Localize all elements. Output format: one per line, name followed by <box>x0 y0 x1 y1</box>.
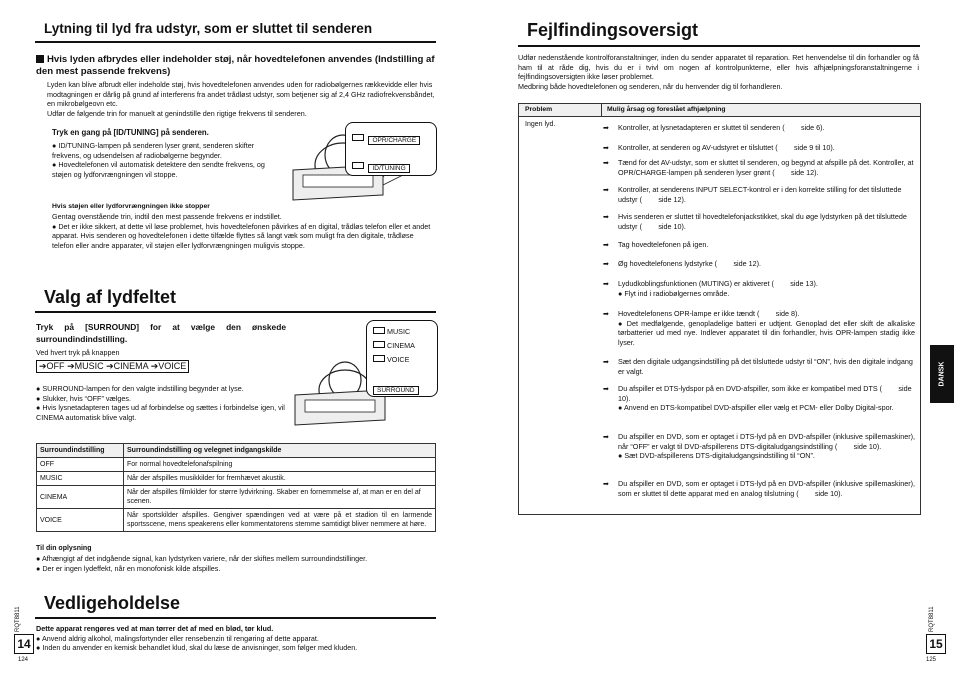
arrow-right-icon: ➡ <box>603 158 610 167</box>
info-title: Til din oplysning <box>36 545 92 552</box>
lamp-icon <box>373 327 385 334</box>
arrow-right-icon: ➔ <box>150 361 159 371</box>
list-item: ➡ Du afspiller en DVD, som er optaget i DTS-lyd på en DVD-afspiller (inklusive spillemaskiner), som er sluttet til dette apparat med en analog tilslutning ( side 10). <box>603 479 915 498</box>
list-item: ➡ Kontroller, at lysnetadapteren er sluttet til senderen ( side 6). <box>603 123 825 132</box>
arrow-right-icon: ➡ <box>603 384 610 393</box>
surround-callout-box <box>366 320 438 397</box>
surround-caption: Ved hvert tryk på knappen <box>36 348 120 357</box>
divider <box>35 617 436 619</box>
problem-no-sound: Ingen lyd. <box>525 121 556 128</box>
subsection-title: Hvis lyden afbrydes eller indeholder støj, når hovedtelefonen anvendes (Indstilling af den mest passende frekvens) <box>36 54 435 77</box>
section-title-lytning: Lytning til lyd fra udstyr, som er sluttet til senderen <box>44 21 373 36</box>
maintenance-text: Dette apparat rengøres ved at man tørrer det af med en blød, tør klud. ● Anvend aldrig alkohol, malingsfortynder eller rensebenzin til rengøring af dette apparat. ● Inden du anvender en kemisk behandlet klud, skal du læse de anvisninger, som følger med kluden. <box>36 624 358 653</box>
list-item: ➡ Sæt den digitale udgangsindstilling på det tilsluttede udstyr til “ON”, hvis den digitale indgang er valgt. <box>603 357 913 376</box>
table-header-row: Surroundindstilling Surroundindstilling og velegnet indgangskilde <box>37 444 436 458</box>
arrow-right-icon: ➡ <box>603 240 610 249</box>
divider <box>518 45 920 47</box>
lamp-icon <box>352 162 364 169</box>
seq-music: MUSIC <box>74 361 104 371</box>
language-side-tab: DANSK <box>930 345 954 403</box>
surround-step-title: Tryk på [SURROUND] for at vælge den ønskede surroundindindstilling. <box>36 322 286 344</box>
page-number-left: 14 <box>14 634 34 654</box>
arrow-right-icon: ➡ <box>603 143 610 152</box>
surround-sequence <box>36 360 189 373</box>
surround-bullets: ● SURROUND-lampen for den valgte indstilling begynder at lyse. ● Slukker, hvis “OFF” vælges. ● Hvis lysnetadapteren tages ud af forbindelse og sættes i forbindelse igen, vil CINEMA automatisk blive valgt. <box>36 384 285 422</box>
list-item: ➡ Du afspiller en DVD, som er optaget i DTS-lyd på en DVD-afspiller (inklusive spillemaskiner), når “OFF” er valgt til DVD-afspillerens DTS-digitaludgangsindstilling ( side 10). ● Sæt DVD-afspillerens DTS-digitaludgangsindstilling til “ON”. <box>603 432 915 461</box>
seq-off: OFF <box>46 361 65 371</box>
seq-cinema: CINEMA <box>113 361 149 371</box>
cinema-label: CINEMA <box>387 341 415 350</box>
table-row: VOICE Når sportskilder afspilles. Gengiver spændingen ved at være på et stadion til en larmende sportsscene, mens speakerens eller kommentatorens stemme samtidigt bliver nemmere at høre. <box>37 509 436 532</box>
intro-text: Lyden kan blive afbrudt eller indeholde støj, hvis hovedtelefonen anvendes uden for radiobølgernes rækkevidde eller hvis modtagningen er dårlig på grund af interferens fra andet trådløst udstyr, som betjener sig af 2,4 GHz radiofrekvensbåndet, en mikrobølgeovn etc. Udfør de følgende trin for manuelt at genindstille den rigtige frekvens til senderen. <box>47 80 435 118</box>
noise-title: Hvis støjen eller lydforvrængningen ikke stopper <box>52 203 210 210</box>
divider <box>35 311 436 313</box>
table-row: OFF For normal hovedtelefonafspilning <box>37 458 436 472</box>
page-title-fejlfinding: Fejlfindingsoversigt <box>527 20 699 40</box>
arrow-right-icon: ➡ <box>603 212 610 221</box>
col-problem: Problem <box>525 106 553 113</box>
small-number-right: 125 <box>926 657 937 663</box>
troubleshoot-intro: Udfør nedenstående kontrolforanstaltninger, inden du sender apparatet til reparation. Ret henvendelse til din forhandler og få ham til at råde dig, hvis du er i tvivl om nogen af kontrolpunkterne, eller hvis afhjælpningsforanstaltningerne i fejlfindingsoversigten ikke løser problemet. Medbring både hovedtelefonen og senderen, når du henvender dig til forhandleren. <box>518 53 919 91</box>
table-row: CINEMA Når der afspilles filmkilder for større lydvirkning. Skaber en fornemmelse af, at man er en del af scenen. <box>37 486 436 509</box>
arrow-right-icon: ➡ <box>603 279 610 288</box>
arrow-right-icon: ➔ <box>39 361 47 371</box>
arrow-right-icon: ➡ <box>603 357 610 366</box>
arrow-right-icon: ➡ <box>603 479 610 488</box>
id-tuning-label: ID/TUNING <box>368 164 409 173</box>
step-title: Tryk en gang på [ID/TUNING] på senderen. <box>52 128 209 137</box>
section-title-valg: Valg af lydfeltet <box>44 287 177 307</box>
noise-text: Gentag ovenstående trin, indtil den mest passende frekvens er indstillet. ● Det er ikke sikkert, at dette vil løse problemet, hvis hovedtelefonen påvirkes af en digital, trådløs telefon eller et andet apparat. Hvis senderen og hovedtelefonen i dette tilfælde flyttes så langt væk som muligt fra den digitale, trådløse telefon eller andre apparater, vil støjen eller lydforvrængningen muligvis stoppe. <box>52 212 431 250</box>
square-bullet-icon <box>36 55 44 63</box>
table-row: MUSIC Når der afspilles musikkilder for fremhævet akustik. <box>37 472 436 486</box>
list-item: ➡ Øg hovedtelefonens lydstyrke ( side 12). <box>603 259 762 268</box>
lamp-icon <box>373 355 385 362</box>
voice-label: VOICE <box>387 355 410 364</box>
list-item: ➡ Hovedtelefonens OPR-lampe er ikke tændt ( side 8). ● Det medfølgende, genopladelige batteri er udtjent. Genoplad det eller skift de alkaliske tørbatterier ud med nye. Indlever apparatet til din forhandler, hvis OPR-lampen stadig ikke lyser. <box>603 309 915 347</box>
list-item: ➡ Hvis senderen er sluttet til hovedtelefonjackstikket, skal du øge lydstyrken på det tilsluttede udstyr ( side 10). <box>603 212 907 231</box>
small-number-left: 124 <box>18 657 29 663</box>
seq-voice: VOICE <box>158 361 187 371</box>
step-bullets: ● ID/TUNING-lampen på senderen lyser grønt, senderen skifter frekvens, og udsendelsen af radiobølgerne begynder. ● Hovedtelefonen vil automatisk detektere den sendte frekvens, og støjen og lydforvrængningen vil stoppe. <box>52 141 265 179</box>
arrow-right-icon: ➡ <box>603 185 610 194</box>
arrow-right-icon: ➡ <box>603 309 610 318</box>
page-number-right: 15 <box>926 634 946 654</box>
arrow-right-icon: ➔ <box>106 361 114 371</box>
list-item: ➡ Kontroller, at senderens INPUT SELECT-kontrol er i den korrekte stilling for det tilsluttede udstyr ( side 12). <box>603 185 902 204</box>
list-item: ➡ Tag hovedtelefonen på igen. <box>603 240 709 249</box>
lamp-icon <box>373 341 385 348</box>
lamp-icon <box>352 134 364 141</box>
arrow-right-icon: ➡ <box>603 432 610 441</box>
doc-code-left: RQT8811 <box>15 606 21 632</box>
divider <box>35 41 436 43</box>
music-label: MUSIC <box>387 327 411 336</box>
list-item: ➡ Kontroller, at senderen og AV-udstyret er tilsluttet ( side 9 til 10). <box>603 143 835 152</box>
list-item: ➡ Lydudkoblingsfunktionen (MUTING) er aktiveret ( side 13). ● Flyt ind i radiobølgernes område. <box>603 279 818 298</box>
arrow-right-icon: ➡ <box>603 259 610 268</box>
arrow-right-icon: ➔ <box>67 361 75 371</box>
col-cause: Mulig årsag og foreslået afhjælpning <box>607 106 726 113</box>
label-callout-box <box>345 122 437 176</box>
list-item: ➡ Du afspiller et DTS-lydspor på en DVD-afspiller, som ikke er kompatibel med DTS ( side 10). ● Anvend en DTS-kompatibel DVD-afspiller eller vælg et PCM- eller Dolby Digital-spor. <box>603 384 912 413</box>
surround-label: SURROUND <box>373 386 419 395</box>
arrow-right-icon: ➡ <box>603 123 610 132</box>
info-bullets: ● Afhængigt af det indgående signal, kan lydstyrken variere, når der skiftes mellem surroundindstillinger. ● Der er ingen lydeffekt, når en monofonisk kilde afspilles. <box>36 554 368 573</box>
doc-code-right: RQT8811 <box>929 606 935 632</box>
list-item: ➡ Tænd for det AV-udstyr, som er sluttet til senderen, og begynd at afspille på det. Kontroller, at OPR/CHARGE-lampen på senderen lyser grønt ( side 12). <box>603 158 914 177</box>
opr-charge-label: OPR/CHARGE <box>368 136 420 145</box>
section-title-vedligeholdelse: Vedligeholdelse <box>44 593 181 613</box>
surround-table <box>36 443 436 532</box>
